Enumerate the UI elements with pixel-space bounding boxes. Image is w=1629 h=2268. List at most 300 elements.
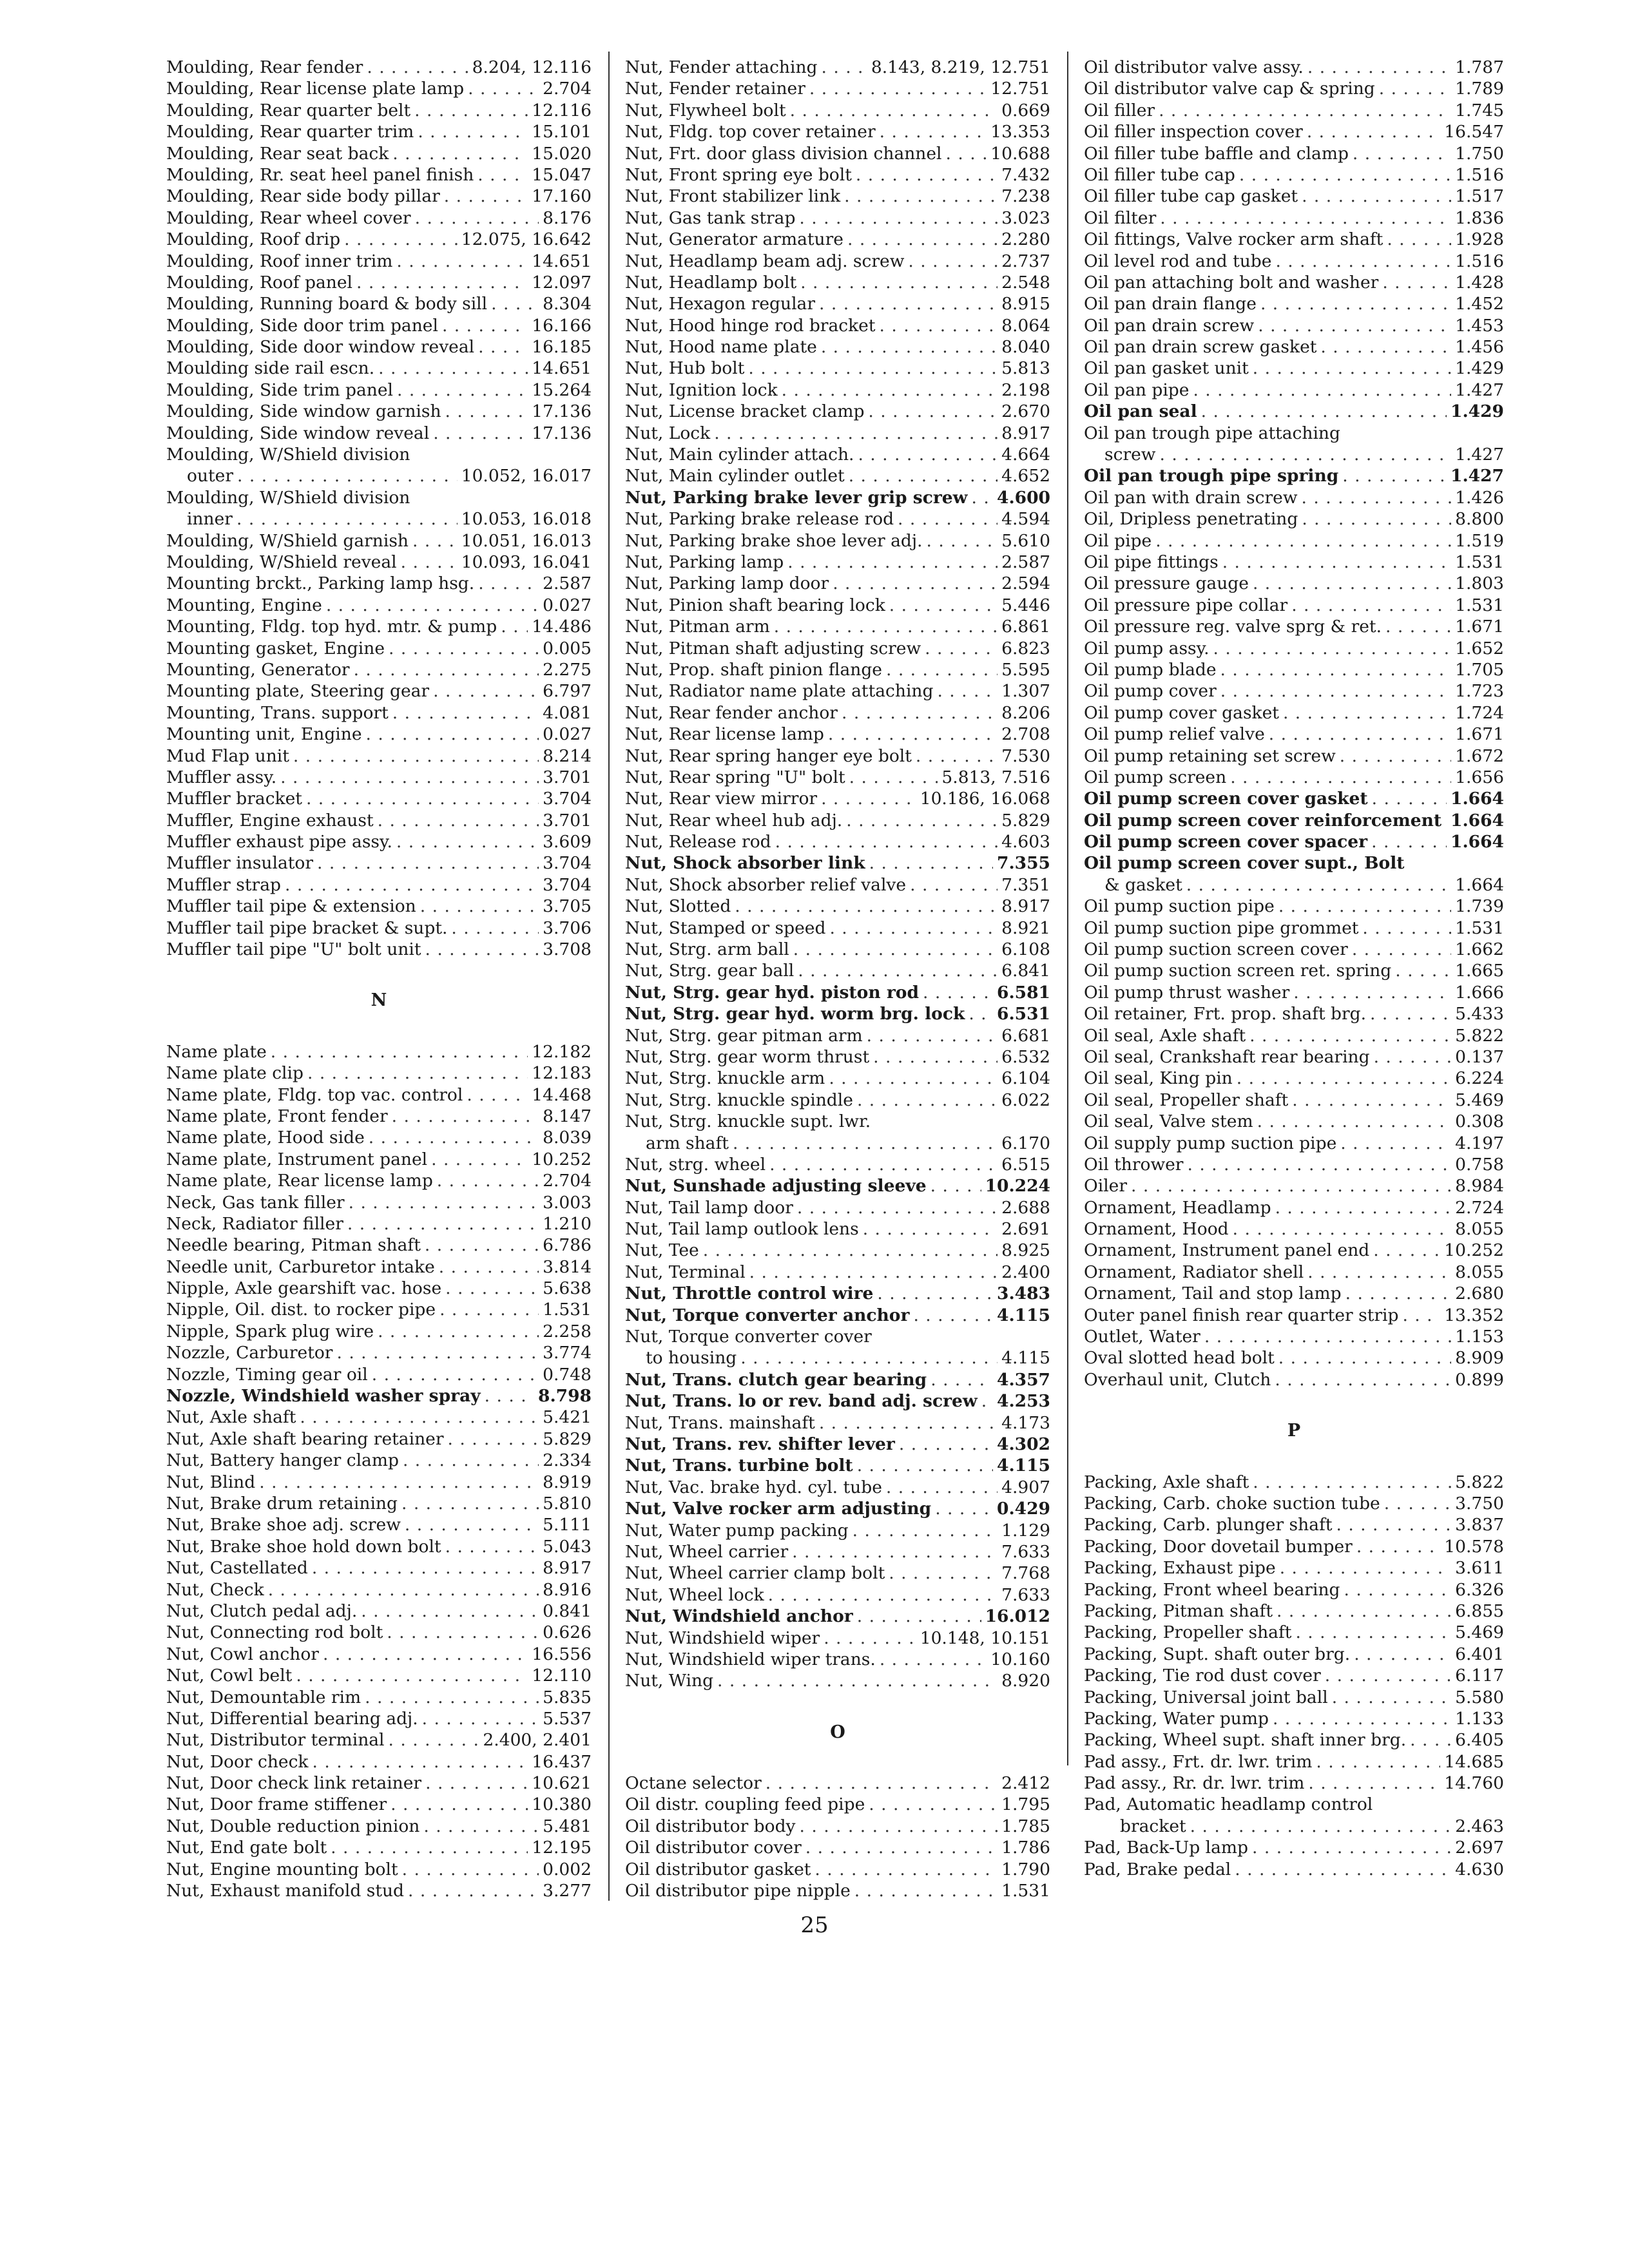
index-entry-page-ref: 6.681 <box>1001 1025 1050 1046</box>
index-entry-page-ref: 4.907 <box>1001 1477 1050 1497</box>
index-entry-page-ref: 4.600 <box>997 487 1050 508</box>
index-entry-label: Pad, Back-Up lamp <box>1084 1838 1248 1858</box>
index-entry-page-ref: 10.148, 10.151 <box>920 1628 1050 1648</box>
index-entry-label: Moulding, Roof panel <box>166 272 353 293</box>
index-entry-label: Nut, Fender retainer <box>625 79 805 99</box>
index-entry-label: Oil pump screen cover spacer <box>1084 832 1368 852</box>
index-entry <box>1084 358 1504 379</box>
index-entry <box>625 1773 1050 1794</box>
index-entry-label: Oil pan pipe <box>1084 380 1190 400</box>
dot-leader <box>1373 1240 1440 1261</box>
index-entry-label: Oil pump screen cover gasket <box>1084 789 1368 809</box>
index-entry-label: Oil pan drain screw gasket <box>1084 337 1317 358</box>
index-entry <box>1084 896 1504 917</box>
index-entry <box>166 401 592 422</box>
index-entry-page-ref: 1.672 <box>1455 745 1504 766</box>
index-entry-page-ref: 6.022 <box>1001 1090 1050 1110</box>
index-entry-label: Name plate <box>166 1041 267 1062</box>
index-entry <box>166 1708 592 1729</box>
dot-leader <box>445 1278 539 1299</box>
index-entry <box>625 1154 1050 1175</box>
index-entry-page-ref: 1.427 <box>1451 466 1504 486</box>
index-entry-page-ref: 6.224 <box>1455 1068 1504 1089</box>
index-entry <box>625 1175 1050 1196</box>
index-entry <box>625 788 1050 809</box>
dot-leader <box>1344 1579 1451 1600</box>
dot-leader <box>971 487 993 508</box>
dot-leader <box>390 1794 528 1815</box>
index-entry <box>625 1390 1050 1412</box>
index-entry-page-ref: 17.136 <box>532 401 592 422</box>
index-entry-label: Muffler tail pipe "U" bolt unit <box>166 939 421 960</box>
index-entry-page-ref: 16.556 <box>532 1644 592 1664</box>
index-entry <box>625 918 1050 939</box>
index-entry <box>1084 1751 1504 1773</box>
section-spacer <box>1084 1442 1504 1472</box>
index-entry-label: Name plate, Hood side <box>166 1128 365 1148</box>
dot-leader <box>1384 1493 1451 1514</box>
index-entry-label: Nut, Strg. arm ball <box>625 939 789 960</box>
index-entry-label: Nut, Gas tank strap <box>625 207 796 228</box>
index-entry-label: inner <box>187 509 233 530</box>
index-entry-page-ref: 5.813, 7.516 <box>941 767 1050 787</box>
dot-leader <box>1275 1369 1451 1390</box>
index-entry <box>1084 1600 1504 1622</box>
dot-leader <box>857 1090 998 1111</box>
index-entry-label: Nut, Double reduction pinion <box>166 1816 420 1836</box>
index-entry <box>166 1579 592 1600</box>
index-entry-label: Oil distr. coupling feed pipe <box>625 1794 865 1815</box>
index-entry-label: Nut, Radiator name plate attaching <box>625 681 934 702</box>
dot-leader <box>792 1541 998 1562</box>
dot-leader <box>821 788 916 809</box>
index-entry-page-ref: 8.800 <box>1455 509 1504 530</box>
index-entry <box>1084 702 1504 724</box>
index-entry-page-ref: 2.587 <box>543 573 592 594</box>
dot-leader <box>829 918 998 939</box>
index-entry-label: Nut, Battery hanger clamp <box>166 1450 399 1471</box>
index-column-2 <box>625 57 1050 1901</box>
index-entry <box>166 680 592 702</box>
index-entry-label: Oil seal, King pin <box>1084 1068 1233 1089</box>
index-entry <box>166 1600 592 1622</box>
index-entry <box>1084 1305 1504 1326</box>
index-entry-page-ref: 3.704 <box>543 789 592 809</box>
index-entry-page-ref: 5.481 <box>543 1816 592 1836</box>
index-entry-label: Moulding, Rear quarter belt <box>166 100 411 120</box>
index-entry-label: Ornament, Tail and stop lamp <box>1084 1283 1342 1304</box>
dot-leader <box>1252 1837 1451 1858</box>
index-entry <box>166 939 592 960</box>
index-entry-label: Nut, Door check link retainer <box>166 1773 422 1794</box>
dot-leader <box>1275 251 1451 272</box>
index-entry <box>1084 121 1504 142</box>
index-entry-page-ref: 1.664 <box>1451 832 1504 852</box>
section-letter-heading: N <box>371 990 387 1011</box>
index-entry-label: Oiler <box>1084 1176 1128 1196</box>
dot-leader <box>1316 1751 1440 1773</box>
dot-leader <box>307 1062 528 1084</box>
index-entry-label: Nut, Hood hinge rod bracket <box>625 315 876 336</box>
index-entry-continued-label: Moulding, W/Shield division <box>166 487 410 508</box>
index-entry <box>625 1025 1050 1046</box>
index-entry <box>1084 164 1504 186</box>
index-entry-page-ref: 5.043 <box>543 1536 592 1557</box>
index-entry-label: Nut, Fldg. top cover retainer <box>625 122 876 142</box>
dot-leader <box>946 143 987 164</box>
index-entry-page-ref: 4.302 <box>997 1434 1050 1454</box>
index-entry-page-ref: 1.664 <box>1451 789 1504 809</box>
index-entry <box>625 1262 1050 1283</box>
index-entry-label: Nut, Valve rocker arm adjusting <box>625 1499 932 1519</box>
index-entry-label: Oil level rod and tube <box>1084 251 1272 271</box>
index-entry-page-ref: 4.603 <box>1001 832 1050 852</box>
dot-leader <box>403 1450 539 1471</box>
index-entry <box>625 1046 1050 1068</box>
index-entry-label: Nut, Parking brake shoe lever adj. <box>625 530 923 551</box>
dot-leader <box>1160 207 1451 229</box>
index-entry <box>166 1149 592 1170</box>
index-entry-page-ref: 3.750 <box>1455 1494 1504 1514</box>
dot-leader <box>1295 1622 1451 1643</box>
index-entry-page-ref: 2.280 <box>1001 229 1050 250</box>
index-entry-page-ref: 4.594 <box>1001 509 1050 530</box>
index-entry-label: Nut, Wheel carrier <box>625 1541 789 1562</box>
dot-leader <box>703 1240 998 1261</box>
index-entry-page-ref: 5.446 <box>1001 595 1050 615</box>
index-entry-label: Oil pan gasket unit <box>1084 358 1249 379</box>
dot-leader <box>392 1106 539 1127</box>
index-entry-page-ref: 1.531 <box>1001 1881 1050 1901</box>
index-entry-page-ref: 2.724 <box>1455 1197 1504 1218</box>
index-entry-label: Nut, Strg. gear hyd. piston rod <box>625 982 919 1003</box>
index-entry-label: Nut, Headlamp bolt <box>625 272 797 293</box>
dot-leader <box>769 1154 998 1175</box>
dot-leader <box>1340 1133 1451 1154</box>
index-entry <box>625 1794 1050 1815</box>
index-entry <box>1084 680 1504 702</box>
index-entry <box>1084 1347 1504 1369</box>
index-entry-page-ref: 1.928 <box>1455 229 1504 250</box>
index-entry <box>1084 1644 1504 1665</box>
dot-leader <box>1190 1816 1451 1837</box>
index-entry-page-ref: 8.204, 12.116 <box>472 57 592 77</box>
index-entry-label: Oil pan attaching bolt and washer <box>1084 272 1379 293</box>
index-entry <box>166 788 592 809</box>
index-entry-label: Moulding, Side window reveal <box>166 423 430 443</box>
index-entry <box>625 745 1050 767</box>
index-entry-page-ref: 1.428 <box>1455 272 1504 293</box>
index-entry-label: bracket <box>1120 1816 1186 1836</box>
section-spacer <box>166 960 592 990</box>
index-entry-label: Nozzle, Carburetor <box>166 1343 333 1363</box>
index-entry <box>625 423 1050 444</box>
dot-leader <box>1410 1729 1451 1751</box>
index-entry <box>625 659 1050 680</box>
index-entry-page-ref: 12.116 <box>532 100 592 120</box>
index-entry-page-ref: 3.023 <box>1001 207 1050 228</box>
dot-leader <box>740 1347 998 1369</box>
dot-leader <box>1220 680 1451 702</box>
dot-leader <box>1385 616 1451 637</box>
index-entry <box>166 1256 592 1278</box>
index-entry-page-ref: 0.758 <box>1455 1154 1504 1175</box>
dot-leader <box>1278 1347 1451 1369</box>
index-entry-page-ref: 8.919 <box>543 1472 592 1492</box>
index-entry <box>625 1541 1050 1562</box>
index-entry <box>166 229 592 250</box>
index-entry <box>166 552 592 573</box>
dot-leader <box>1253 573 1451 594</box>
dot-leader <box>853 1520 998 1541</box>
dot-leader <box>1222 552 1451 573</box>
index-entry-label: Moulding, Side door trim panel <box>166 315 438 336</box>
dot-leader <box>824 1628 916 1649</box>
index-entry-page-ref: 4.115 <box>997 1456 1050 1476</box>
dot-leader <box>844 186 998 207</box>
index-entry <box>625 186 1050 207</box>
index-entry-page-ref: 6.326 <box>1455 1579 1504 1600</box>
index-entry-label: Nut, Cowl anchor <box>166 1644 319 1664</box>
index-entry-label: Mounting unit, Engine <box>166 724 362 745</box>
index-entry-label: screw <box>1104 445 1156 465</box>
index-entry <box>625 1003 1050 1024</box>
dot-leader <box>766 1773 998 1794</box>
dot-leader <box>800 1816 998 1837</box>
index-entry <box>1084 1665 1504 1686</box>
index-entry-page-ref: 8.206 <box>1001 702 1050 723</box>
dot-leader <box>1253 358 1451 379</box>
index-entry <box>625 143 1050 164</box>
index-entry <box>166 1127 592 1148</box>
dot-leader <box>930 1369 993 1390</box>
index-entry-page-ref: 1.789 <box>1455 79 1504 99</box>
dot-leader <box>1193 380 1451 401</box>
index-entry-label: Muffler tail pipe bracket & supt. <box>166 918 448 938</box>
index-entry-page-ref: 2.704 <box>543 1171 592 1191</box>
index-entry-page-ref: 2.680 <box>1455 1283 1504 1304</box>
index-entry-label: Nut, Vac. brake hyd. cyl. tube <box>625 1477 882 1497</box>
index-entry-label: Nut, Brake shoe hold down bolt <box>166 1536 441 1557</box>
dot-leader <box>863 1218 998 1240</box>
index-entry-label: Oil distributor gasket <box>625 1859 811 1879</box>
index-entry <box>625 724 1050 745</box>
dot-leader <box>1302 186 1451 207</box>
index-entry-page-ref: 6.786 <box>543 1235 592 1256</box>
index-entry-page-ref: 8.055 <box>1455 1219 1504 1240</box>
index-entry <box>1084 186 1504 207</box>
index-entry <box>1084 1536 1504 1557</box>
index-entry-page-ref: 8.143, 8.219, 12.751 <box>871 57 1050 77</box>
index-entry-page-ref: 5.595 <box>1001 659 1050 680</box>
dot-leader <box>748 358 998 379</box>
index-entry-label: Pad, Brake pedal <box>1084 1859 1231 1879</box>
index-entry-page-ref: 0.429 <box>997 1499 1050 1519</box>
index-entry <box>625 1816 1050 1837</box>
dot-leader <box>402 1859 539 1880</box>
index-entry <box>1084 1003 1504 1024</box>
index-entry <box>166 380 592 401</box>
index-entry-label: Packing, Tie rod dust cover <box>1084 1666 1321 1686</box>
index-entry-label: Moulding, Roof drip <box>166 229 341 250</box>
index-entry-page-ref: 6.861 <box>1001 617 1050 637</box>
index-entry <box>1084 960 1504 981</box>
index-entry-page-ref: 6.170 <box>1001 1133 1050 1153</box>
index-entry <box>625 315 1050 336</box>
index-entry <box>625 1412 1050 1434</box>
dot-leader <box>1131 1175 1451 1196</box>
index-entry-page-ref: 12.751 <box>990 79 1050 99</box>
index-entry-label: Nut, Distributor terminal <box>166 1730 385 1751</box>
dot-leader <box>326 595 539 616</box>
index-entry-label: Nut, Wheel lock <box>625 1584 764 1605</box>
index-entry-page-ref: 14.685 <box>1444 1751 1504 1772</box>
dot-leader <box>798 960 998 981</box>
index-entry <box>166 1557 592 1579</box>
index-entry-label: Nut, Main cylinder outlet <box>625 466 845 486</box>
index-entry-label: Oil distributor pipe nipple <box>625 1881 851 1901</box>
index-entry-label: Oil pipe <box>1084 530 1152 551</box>
dot-leader <box>1307 1262 1451 1283</box>
index-entry-page-ref: 0.841 <box>543 1600 592 1621</box>
index-entry-label: Oil pressure gauge <box>1084 573 1249 594</box>
dot-leader <box>1155 530 1451 552</box>
index-entry-page-ref: 5.822 <box>1455 1025 1504 1046</box>
dot-leader <box>857 1455 993 1476</box>
index-entry <box>166 918 592 939</box>
index-entry-page-ref: 1.210 <box>543 1213 592 1234</box>
index-entry <box>166 1278 592 1299</box>
dot-leader <box>1354 1644 1451 1665</box>
dot-leader <box>926 530 998 552</box>
index-entry-label: Moulding, W/Shield reveal <box>166 552 397 572</box>
index-entry-page-ref: 10.688 <box>990 143 1050 164</box>
index-entry-label: Ornament, Headlamp <box>1084 1197 1271 1218</box>
index-entry-page-ref: 3.701 <box>543 810 592 831</box>
index-entry-page-ref: 2.198 <box>1001 380 1050 400</box>
dot-leader <box>981 1390 993 1412</box>
index-entry-label: Nut, Hub bolt <box>625 358 745 379</box>
index-entry <box>166 874 592 896</box>
index-entry-label: Nut, Cowl belt <box>166 1666 293 1686</box>
dot-leader <box>401 1493 539 1514</box>
index-entry-label: Moulding, Rear seat back <box>166 143 389 164</box>
dot-leader <box>418 121 528 142</box>
index-entry-page-ref: 0.027 <box>543 595 592 615</box>
index-entry-page-ref: 6.581 <box>997 982 1050 1003</box>
index-entry <box>1084 1262 1504 1283</box>
index-entry-page-ref: 1.531 <box>1455 918 1504 938</box>
dot-leader <box>396 251 528 272</box>
index-entry-label: Ornament, Hood <box>1084 1219 1229 1240</box>
dot-leader <box>1402 1305 1440 1326</box>
index-entry-page-ref: 6.841 <box>1001 961 1050 981</box>
index-entry <box>625 1434 1050 1455</box>
index-entry-page-ref: 1.153 <box>1455 1327 1504 1347</box>
dot-leader <box>312 1557 539 1579</box>
index-entry-page-ref: 5.580 <box>1455 1687 1504 1707</box>
index-entry-label: Nipple, Oil. dist. to rocker pipe <box>166 1300 436 1320</box>
dot-leader <box>1239 164 1451 186</box>
index-entry <box>1084 767 1504 788</box>
index-entry-label: Name plate, Instrument panel <box>166 1149 428 1169</box>
section-spacer <box>166 1012 592 1041</box>
index-entry-label: Packing, Carb. choke suction tube <box>1084 1494 1380 1514</box>
index-entry-page-ref: 6.108 <box>1001 939 1050 960</box>
index-entry-label: Oil supply pump suction pipe <box>1084 1133 1337 1153</box>
index-entry <box>166 336 592 358</box>
dot-leader <box>849 767 938 788</box>
index-entry <box>1084 1622 1504 1643</box>
index-entry-page-ref: 1.456 <box>1455 337 1504 358</box>
index-entry <box>625 336 1050 358</box>
dot-leader <box>880 1649 987 1670</box>
index-entry <box>625 1090 1050 1111</box>
index-entry <box>625 251 1050 272</box>
index-entry <box>166 1472 592 1493</box>
index-entry-page-ref: 16.012 <box>985 1606 1050 1627</box>
index-entry <box>625 1347 1050 1369</box>
index-entry-label: Oil seal, Propeller shaft <box>1084 1090 1289 1110</box>
index-entry-page-ref: 1.652 <box>1455 638 1504 658</box>
dot-leader <box>442 315 528 336</box>
index-entry-page-ref: 8.798 <box>538 1386 592 1407</box>
index-entry <box>625 552 1050 573</box>
index-entry <box>625 229 1050 250</box>
index-entry-label: Oil pressure pipe collar <box>1084 595 1288 615</box>
dot-leader <box>408 1880 539 1901</box>
index-entry <box>625 465 1050 486</box>
index-entry-page-ref: 10.252 <box>532 1149 592 1169</box>
index-entry-page-ref: 4.173 <box>1001 1412 1050 1433</box>
index-entry <box>1084 487 1504 508</box>
index-entry-page-ref: 16.547 <box>1444 122 1504 142</box>
index-entry-page-ref: 0.002 <box>543 1859 592 1879</box>
index-entry <box>625 293 1050 314</box>
index-entry <box>625 1584 1050 1606</box>
index-entry <box>166 100 592 121</box>
dot-leader <box>815 1859 998 1880</box>
dot-leader <box>923 982 993 1003</box>
index-entry-label: Oil pan trough pipe spring <box>1084 466 1339 486</box>
index-entry-page-ref: 1.750 <box>1455 143 1504 164</box>
index-entry <box>625 272 1050 293</box>
index-entry-page-ref: 1.795 <box>1001 1794 1050 1815</box>
index-entry-page-ref: 8.925 <box>1001 1240 1050 1261</box>
dot-leader <box>478 573 539 594</box>
index-entry-label: Nut, Slotted <box>625 896 731 917</box>
index-entry <box>625 831 1050 852</box>
index-entry-label: Nut, Headlamp beam adj. screw <box>625 251 905 271</box>
index-entry <box>166 767 592 788</box>
dot-leader <box>1257 1111 1452 1132</box>
index-entry-page-ref: 10.224 <box>985 1176 1050 1196</box>
index-entry-page-ref: 1.786 <box>1001 1838 1050 1858</box>
index-entry <box>625 896 1050 917</box>
index-entry-label: Oil pump suction pipe grommet <box>1084 918 1359 938</box>
index-entry <box>166 143 592 164</box>
index-entry-label: Mounting brckt., Parking lamp hsg. <box>166 573 475 594</box>
index-entry <box>166 315 592 336</box>
index-entry <box>625 1197 1050 1218</box>
index-entry-label: Pad assy., Frt. dr. lwr. trim <box>1084 1751 1313 1772</box>
index-entry-label: Nut, Trans. mainshaft <box>625 1412 815 1433</box>
dot-leader <box>886 659 998 680</box>
dot-leader <box>880 121 987 142</box>
index-entry <box>166 1235 592 1256</box>
index-entry-label: Mounting gasket, Engine <box>166 638 385 658</box>
dot-leader <box>397 380 528 401</box>
